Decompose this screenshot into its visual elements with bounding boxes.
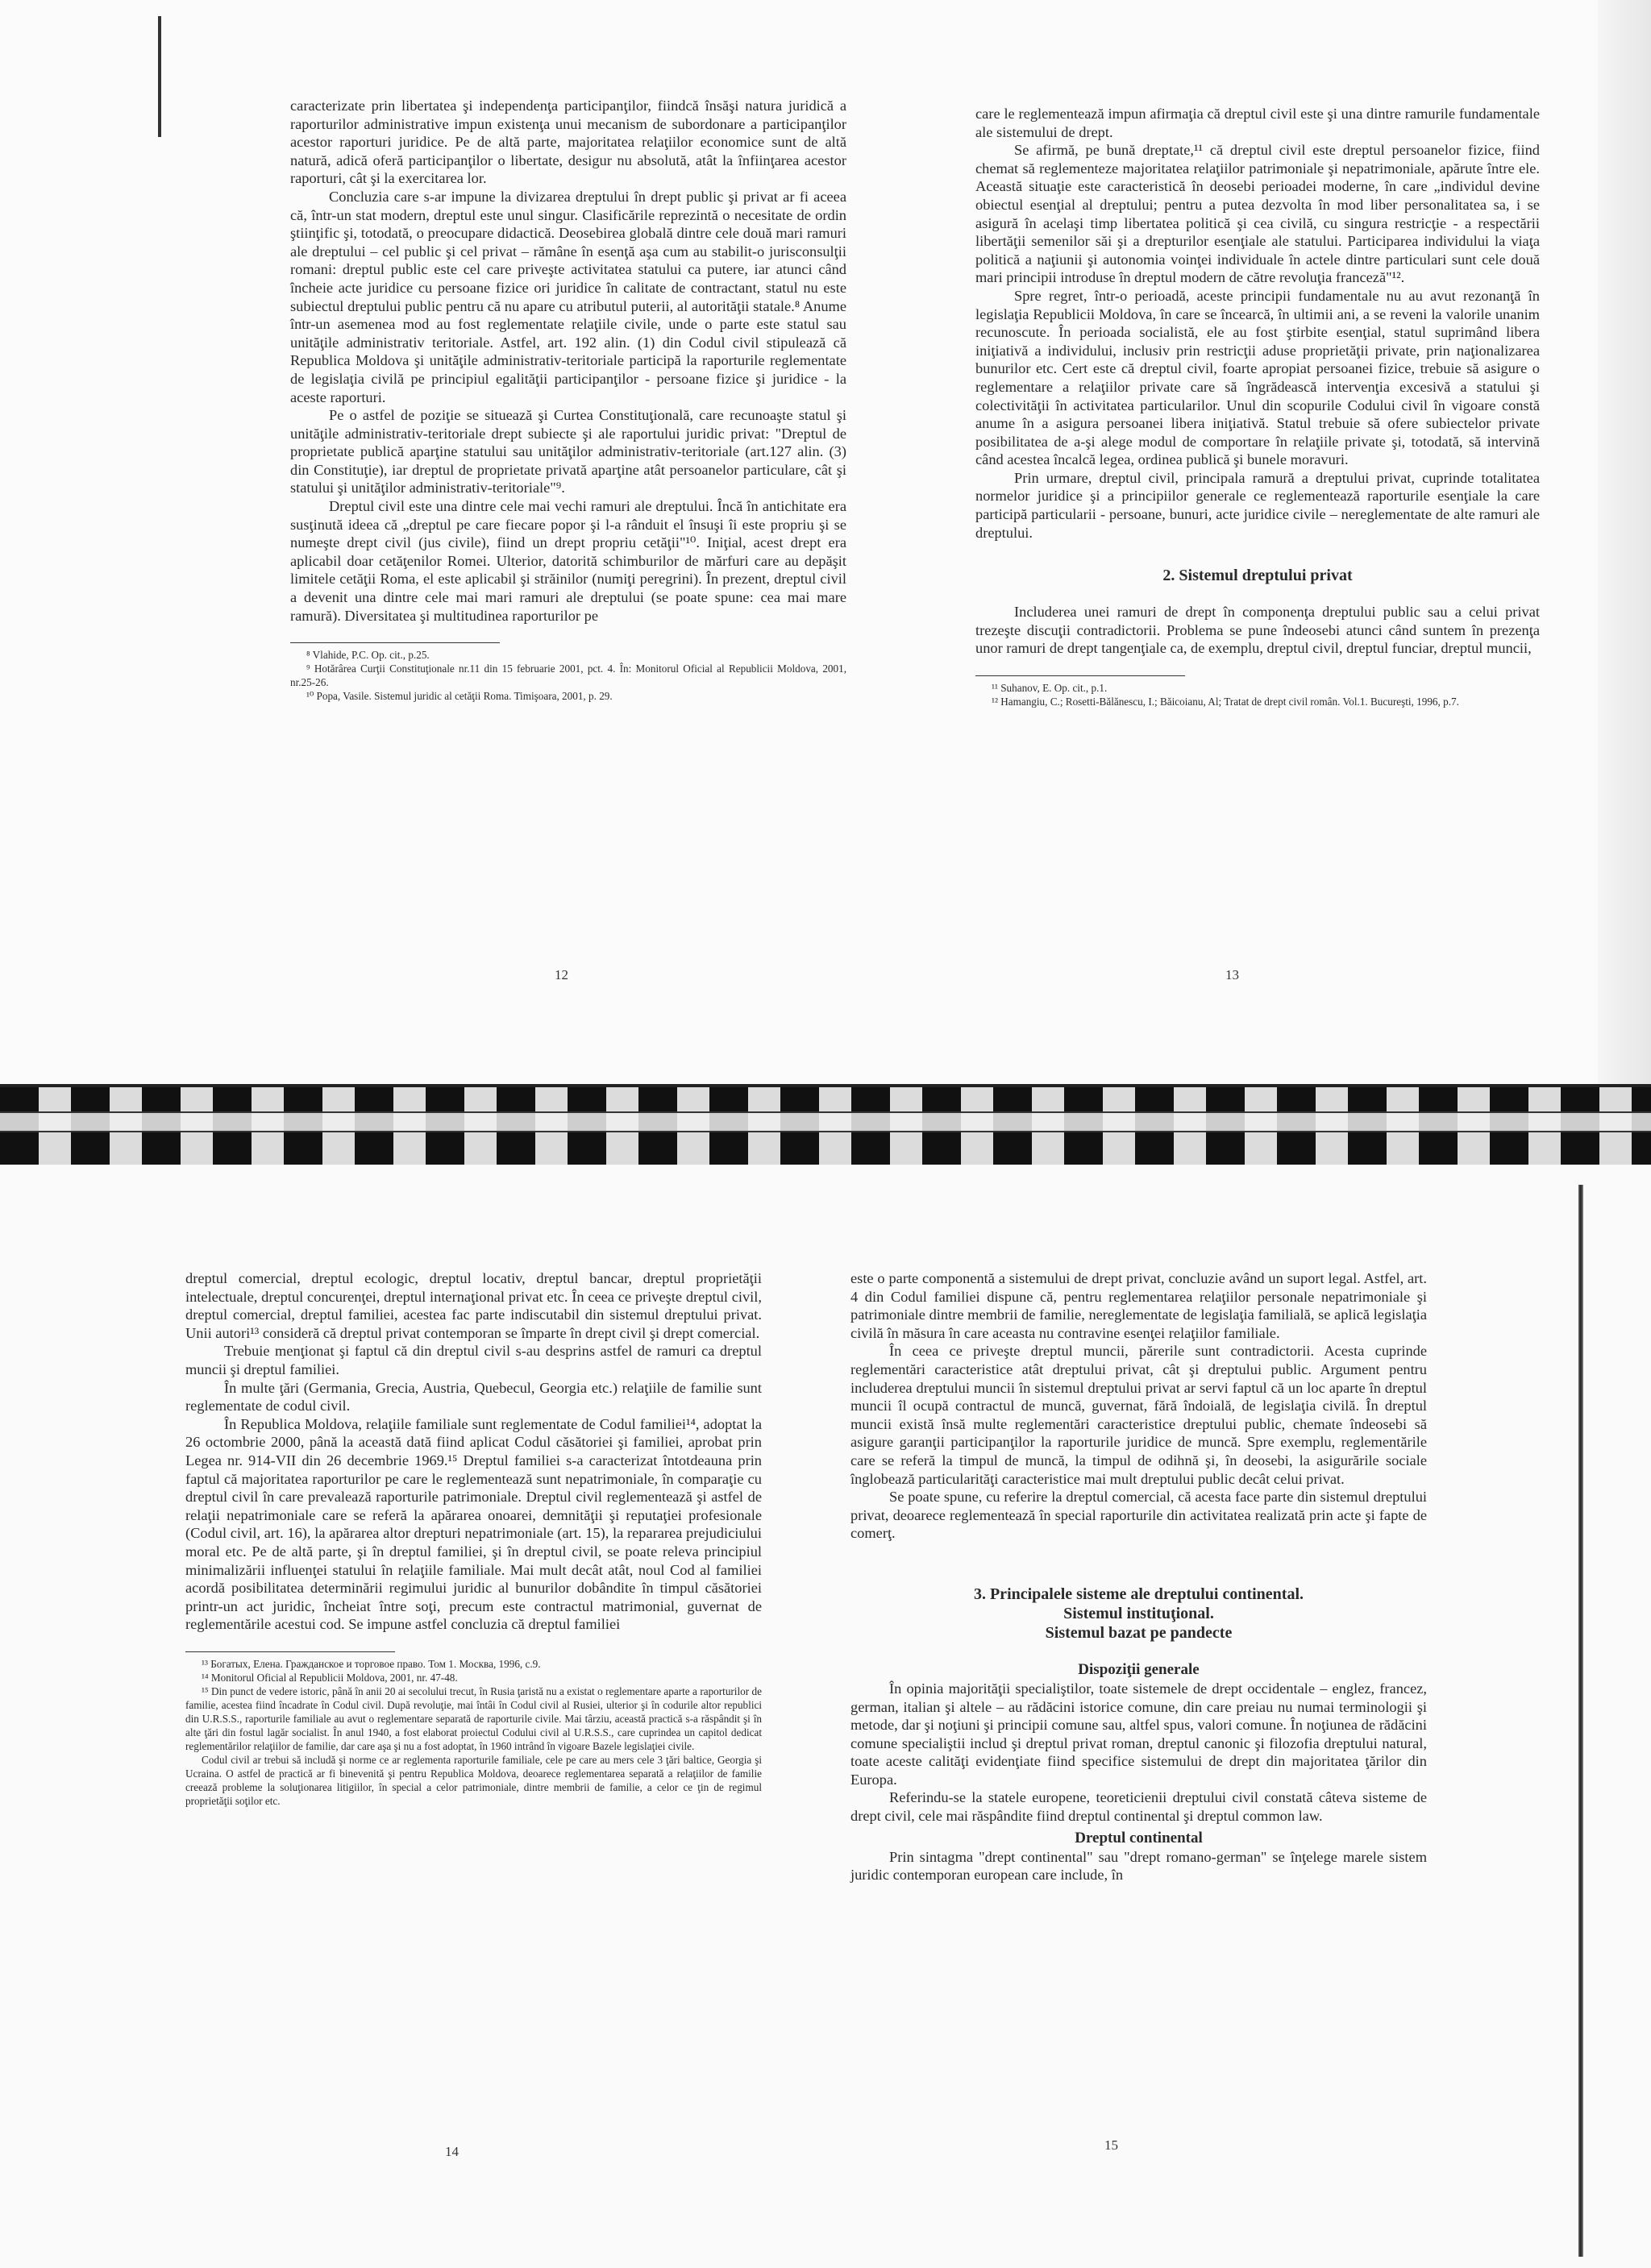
section-heading: 2. Sistemul dreptului privat [1162,567,1353,585]
footnote-rule [185,1651,395,1652]
heading-line: 3. Principalele sisteme ale dreptului continental. [973,1585,1304,1603]
subheading: Dispoziţii generale [1078,1660,1200,1678]
paragraph: Prin urmare, dreptul civil, principala ramură a dreptului privat, cuprinde totalitatea normelor juridice şi a principiilor generale ce reglementează raporturile esenţiale la care participă particularii - persoane, bunuri, acte juridice civile – nereglementate de alte ramuri ale dreptului. [975,469,1540,541]
margin-mark [158,16,161,137]
paragraph: dreptul comercial, dreptul ecologic, dreptul locativ, dreptul bancar, dreptul proprietăţii intelectuale, dreptul concurenţei, dreptul internaţional privat etc. În ceea ce priveşte dreptul civil, dreptul comercial, dreptul familiei, acestea fac parte indiscutabil din sistemul dreptului privat. Unii autori¹³ consideră că dreptul privat contemporan se împarte în drept civil şi drept comercial. [185,1270,762,1341]
footnote: ¹⁴ Monitorul Oficial al Republicii Moldova, 2001, nr. 47-48. [202,1671,458,1684]
paragraph: caracterizate prin libertatea şi independenţa participanţilor, fiindcă însăşi natura juridică a raporturilor administrative impun existenţa unui mecanism de subordonare a participanţilor acestor raporturi juridice. Pe de altă parte, majoritatea relaţiilor economice sunt de altă natură, adică oferă participanţilor o libertate, desigur nu absolută, atât la înfiinţarea acestor raporturi, cât şi la exercitarea lor. [290,98,846,187]
paragraph: În opinia majorităţii specialiştilor, toate sistemele de drept occidentale – englez, francez, german, italian şi altele – au rădăcini istorice comune, din care preiau nu numai terminologii şi metode, dar şi noţiuni şi principii comune sau, altfel spus, valori comune. În noţiunea de rădăcini comune specialiştii includ şi dreptul privat roman, dreptul canonic şi filozofia dreptului natural, toate aceste calităţi evidenţiate fiind specifice sistemului de drept din majoritatea ţărilor din Europa. [850,1680,1427,1788]
paragraph: Dreptul civil este una dintre cele mai vechi ramuri ale dreptului. Încă în antichitate era susţinută ideea că „dreptul pe care fiecare popor şi l-a rânduit el însuşi îi este propriu şi se numeşte drept civil (jus civile), fiind un drept propriu cetăţii"¹⁰. Iniţial, acest drept era aplicabil doar cetăţenilor Romei. Ulterior, datorită schimburilor de mărfuri care au depăşit limitele cetăţii Roma, el este aplicabil şi străinilor (numiţi peregrini). În prezent, dreptul civil a devenit una dintre cele mai mari ramuri ale dreptului (se poate spune: cea mai mare ramură). Diversitatea şi multitudinea raporturilor pe [290,498,846,624]
footnote: ¹² Hamangiu, C.; Rosetti-Bălănescu, I.; Băicoianu, Al; Tratat de drept civil român. Vol.1. Bucureşti, 1996, p.7. [992,696,1459,708]
page-number: 14 [445,2144,459,2159]
paragraph: Trebuie menţionat şi faptul că din dreptul civil s-au desprins astfel de ramuri ca dreptul muncii şi dreptul familiei. [185,1343,762,1377]
page-number: 15 [1104,2137,1118,2153]
paragraph: Se poate spune, cu referire la dreptul comercial, că acesta face parte din sistemul dreptului privat, deoarece reglementează în special raporturile din activitatea realizată prin acte şi fapte de comerţ. [850,1489,1427,1542]
footnote: ¹¹ Suhanov, E. Op. cit., p.1. [992,682,1108,695]
heading-line: Sistemul bazat pe pandecte [1045,1623,1233,1642]
paragraph: În multe ţări (Germania, Grecia, Austria, Quebecul, Georgia etc.) relaţiile de familie sunt reglementate de codul civil. [185,1379,762,1414]
paragraph: Pe o astfel de poziţie se situează şi Curtea Constituţională, care recunoaşte statul şi unităţile administrativ-teritoriale drept subiecte şi ale raportului juridic privat: "Dreptul de proprietate publică aparţine statului sau unităţilor administrativ-teritoriale (art.127 alin. (3) din Constituţie), iar dreptul de proprietate privată aparţine atât persoanelor particulare, cât şi statului şi unităţilor administrativ-teritoriale"⁹. [290,407,846,496]
page-13 [975,105,1540,708]
paragraph: Includerea unei ramuri de drept în componenţa dreptului public sau a celui privat trezeşte discuţii contradictorii. Problema se pune îndeosebi atunci când suntem în prezenţa unor ramuri de drept tangenţiale ca, de exemplu, dreptul civil, dreptul funciar, dreptul muncii, [975,604,1540,657]
paragraph: În ceea ce priveşte dreptul muncii, părerile sunt contradictorii. Acesta cuprinde reglementări caracteristice atât dreptului privat, cât şi dreptului public. Argument pentru includerea dreptului muncii în sistemul dreptului privat ar servi faptul că un loc aparte în dreptul muncii îl ocupă contractul de muncă, guvernat, fără îndoială, de legislaţia civilă. În dreptul muncii există însă multe reglementări caracteristice dreptului public, chemate îndeosebi să asigure garanţii participanţilor la raporturile juridice de muncă. Spre exemplu, reglementările care se referă la timpul de muncă, la timpul de odihnă şi, în deosebi, la asigurările sociale înglobează particularităţi caracteristice mai mult dreptului public decât celui privat. [850,1343,1427,1487]
footnote-rule [975,675,1185,676]
paragraph: Se afirmă, pe bună dreptate,¹¹ că dreptul civil este dreptul persoanelor fizice, fiind chemat să reglementeze majoritatea relaţiilor patrimoniale şi nepatrimoniale, apărute între ele. Această situaţie este caracteristică în deosebi perioadei moderne, în care „individul devine obiectul esenţial al dreptului; pentru a putea dezvolta în mod liber personalitatea sa, i se asigură în acelaşi timp libertatea politică şi cea civilă, cu singura restricţie - a respectării libertăţii semenilor săi şi a drepturilor esenţiale ale statului. Participarea individului la viaţa politică a naţiunii şi autonomia voinţei individuale în actele dintre particulari sunt cele două mari principii introduse în dreptul modern de către revoluţia franceză"¹². [975,142,1540,286]
footnote: ¹⁵ Din punct de vedere istoric, până în anii 20 ai secolului trecut, în Rusia ţaristă nu a existat o reglementare aparte a raporturilor de familie, acestea fiind încadrate în Codul civil. După revoluţie, mai întâi în Codul civil al Rusiei, ulterior şi în codurile altor republici din U.R.S.S., raporturile familiale au avut o reglementare separată de raporturile civile. Mai târziu, această practică s-a răspândit şi în alte ţări din fostul lagăr socialist. În anul 1940, a fost elaborat proiectul Codului civil al U.R.S.S., care cuprindea un capitol dedicat reglementărilor relaţiilor de familie, dar care aşa şi nu a fost adoptat, în 1960 intrând în vigoare Bazele legislaţiei civile. [185,1684,762,1752]
page-edge [1598,0,1651,1084]
footnote: ¹³ Богатых, Елена. Гражданское и торговое право. Том 1. Москва, 1996, с.9. [202,1657,541,1670]
footnote: ¹⁰ Popa, Vasile. Sistemul juridic al cetăţii Roma. Timişoara, 2001, p. 29. [306,690,613,703]
section-heading [850,1585,1427,1643]
paragraph: Concluzia care s-ar impune la divizarea dreptului în drept public şi privat ar fi aceea că, într-un stat modern, dreptul este unul singur. Clasificările reprezintă o necesitate de ordin ştiinţific şi, totodată, o preocupare didactică. Deosebirea globală dintre cele două mari ramuri ale dreptului – cel public şi cel privat – rămâne în esenţă aşa cum au stabilit-o jurisconsulţii romani: dreptul public este cel care priveşte activitatea statului ca putere, iar atunci când încheie acte juridice cu persoane fizice ori juridice în calitate de contractant, statul nu este subiectul dreptului public pentru că nu apare cu atributul puterii, al autorităţii statale.⁸ Anume într-un asemenea mod au fost reglementate relaţiile civile, unde o parte este statul sau unităţile administrativ teritoriale. Astfel, art. 192 alin. (1) din Codul civil stipulează că Republica Moldova şi unităţile administrativ-teritoriale participă la raporturile reglementate de legislaţia civilă pe principiul egalităţii participanţilor - persoane fizice şi juridice - la aceste raporturi. [290,188,846,405]
footnote: ⁸ Vlahide, P.C. Op. cit., p.25. [306,649,430,662]
page-number: 12 [555,967,568,982]
subheading: Dreptul continental [1075,1829,1203,1846]
paragraph: Spre regret, într-o perioadă, aceste principii fundamentale nu au avut rezonanţă în legislaţia Republicii Moldova, în care se încearcă, în ultimii ani, a se reveni la valorile unanim recunoscute. În perioada socialistă, ele au fost ştirbite esenţial, statul suprimând libera iniţiativă a individului, inclusiv prin restricţii aduse proprietăţii private, prin naţionalizarea bunurilor etc. Cert este că dreptul civil, foarte apropiat persoanei fizice, trebuie să asigure o reglementare a relaţiilor private care să îngrădească intervenţia excesivă a statului şi colectivităţii în activitatea particularilor. Unul din scopurile Codului civil în vigoare constă anume în a asigura persoanei libera iniţiativă. Statul trebuie să ofere subiectelor private posibilitatea de a-şi alege modul de comportare în relaţiile private şi, totodată, să intervină când acestea încalcă legea, ordinea publică şi bunele moravuri. [975,287,1540,468]
page-edge-shadow [1578,1185,1583,2257]
page-15 [850,1269,1427,1884]
paragraph: Prin sintagma "drept continental" sau "drept romano-german" se înţelege marele sistem juridic contemporan european care include, în [850,1848,1427,1884]
spiral-binding [0,1084,1651,1173]
paragraph: În Republica Moldova, relaţiile familiale sunt reglementate de Codul familiei¹⁴, adoptat la 26 octombrie 2000, până la această dată fiind aplicat Codul căsătoriei şi familiei, aprobat prin Legea nr. 914-VII din 26 decembrie 1969.¹⁵ Dreptul familiei s-a caracterizat întotdeauna prin faptul că majoritatea raporturilor pe care le reglementează sunt nepatrimoniale, în comparaţie cu dreptul civil în care prevalează raporturile patrimoniale. Dreptul civil reglementează şi astfel de relaţii nepatrimoniale care se referă la apărarea onoarei, demnităţii şi reputaţiei profesionale (Codul civil, art. 16), la apărarea altor drepturi nepatrimoniale (art. 15), la repararea prejudiciului moral etc. Pe de altă parte, şi în dreptul familiei, şi în dreptul civil, se poate releva principiul minimalizării influenţei statului în relaţiile familiale. Mai mult decât atât, noul Cod al familiei acordă posibilitatea determinării regimului juridic al bunurilor dobândite în timpul căsătoriei printr-un act juridic, încheiat între soţi, precum este contractul matrimonial, guvernat de reglementările acestui cod. Se impune astfel concluzia că dreptul familiei [185,1415,762,1633]
footnote-rule [290,642,500,643]
page-12 [290,97,846,703]
page-14 [185,1269,762,1808]
paragraph: Referindu-se la statele europene, teoreticienii dreptului civil constată câteva sisteme de drept civil, cele mai răspândite fiind dreptul continental şi dreptul common law. [850,1789,1427,1825]
footnote: ⁹ Hotărârea Curţii Constituţionale nr.11 din 15 februarie 2001, pct. 4. În: Monitorul Oficial al Republicii Moldova, 2001, nr.25-26. [290,663,846,689]
paragraph: este o parte componentă a sistemului de drept privat, concluzie având un suport legal. Astfel, art. 4 din Codul familiei dispune că, pentru reglementarea relaţiilor personale nepatrimoniale şi patrimoniale dintre membrii de familie, nereglementate de legislaţia familială, se aplică legislaţia civilă în măsura în care aceasta nu contravine esenţei relaţiilor familiale. [850,1270,1427,1341]
footnote: Codul civil ar trebui să includă şi norme ce ar reglementa raporturile familiale, cele pe care au mers cele 3 ţări baltice, Georgia şi Ucraina. O astfel de practică ar fi binevenită şi pentru Republica Moldova, deoarece reglementarea separată a relaţiilor de familie creează probleme la soluţionarea litigiilor, în special a celor patrimoniale, dintre membrii de familie, a celor ce ţin de regimul proprietăţii soţilor etc. [185,1753,762,1807]
heading-line: Sistemul instituţional. [1063,1604,1214,1622]
page-number: 13 [1225,967,1239,982]
paragraph: care le reglementează impun afirmaţia că dreptul civil este şi una dintre ramurile fundamentale ale sistemului de drept. [975,106,1540,140]
